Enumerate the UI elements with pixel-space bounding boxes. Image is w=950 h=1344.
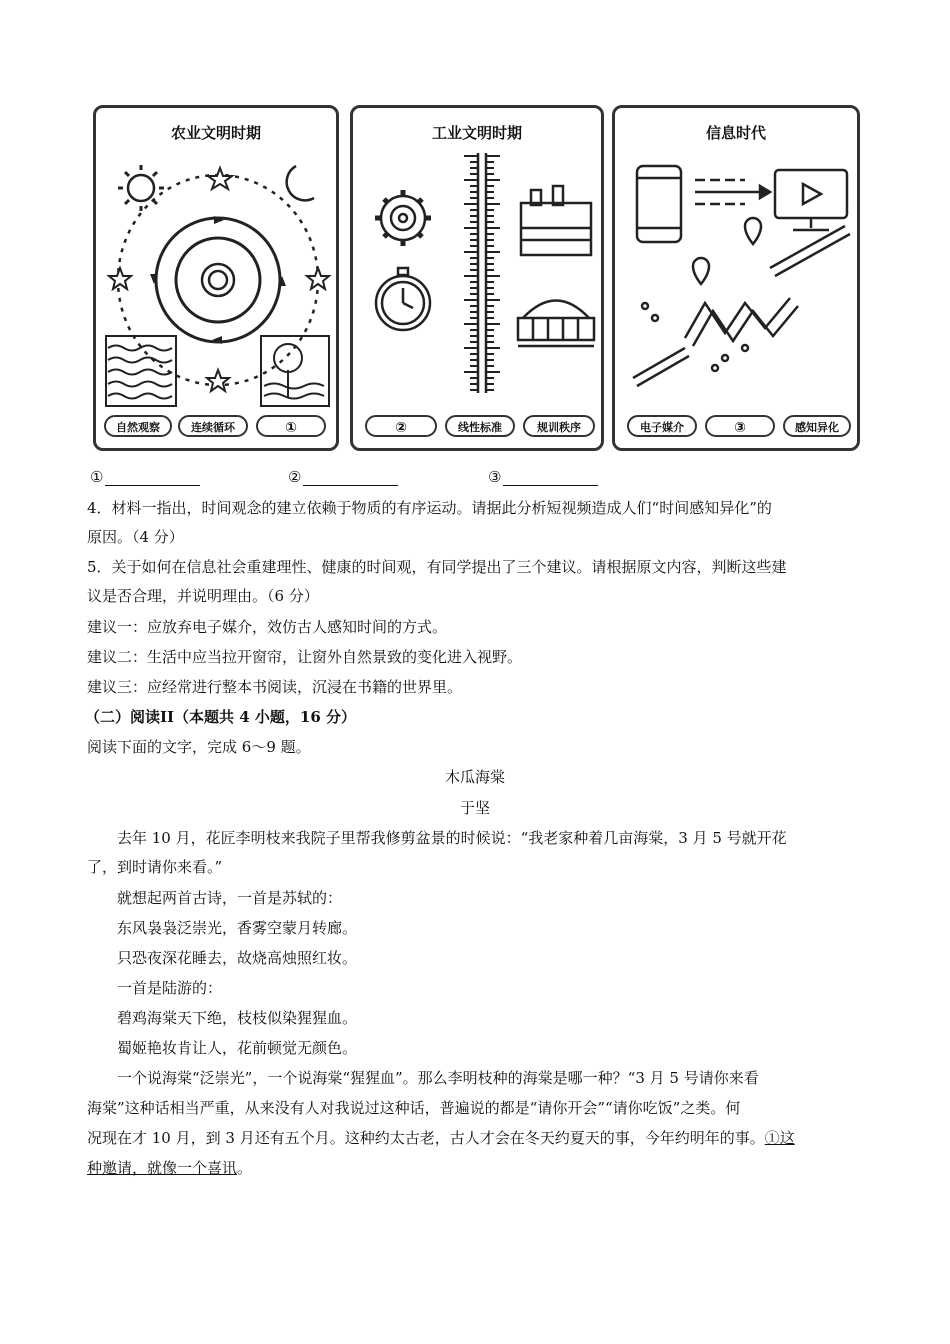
reading-instruction: 阅读下面的文字，完成 6～9 题。 — [87, 738, 311, 756]
poem-1-line-1: 东风袅袅泛崇光，香雾空蒙月转廊。 — [117, 919, 358, 937]
information-age-illustration — [615, 108, 863, 408]
paragraph-4b: 海棠”这种话相当严重，从来没有人对我说过这种话，普遍说的都是“请你开会”“请你吃饭”之类。何 — [87, 1099, 741, 1117]
industrial-illustration — [353, 108, 607, 408]
paragraph-1a: 去年 10 月，花匠李明枝来我院子里帮我修剪盆景的时候说：“我老家种着几亩海棠，3 月 5 号就开花 — [117, 829, 787, 847]
pill-blank-2: ② — [365, 415, 437, 437]
paragraph-2: 就想起两首古诗，一首是苏轼的： — [117, 889, 343, 907]
paragraph-4a: 一个说海棠“泛崇光”，一个说海棠“猩猩血”。那么李明枝种的海棠是哪一种？“3 月 5 号请你来看 — [117, 1069, 759, 1087]
panel-title: 农业文明时期 — [170, 124, 261, 142]
suggestion-3: 建议三：应经常进行整本书阅读，沉浸在书籍的世界里。 — [87, 678, 463, 696]
moon-icon — [287, 166, 314, 200]
suggestion-2: 建议二：生活中应当拉开窗帘，让窗外自然景致的变化进入视野。 — [87, 648, 523, 666]
blank-1[interactable]: ① — [90, 468, 200, 486]
marked-sentence: 种邀请，就像一个喜讯 — [87, 1159, 238, 1177]
question-4-line2: 原因。（4 分） — [87, 528, 184, 546]
paragraph-4c: 况现在才 10 月，到 3 月还有五个月。这种约太古老，古人才会在冬天约夏天的事，今年约明年的事。①这 — [87, 1129, 795, 1147]
pill-blank-3: ③ — [705, 415, 775, 437]
paragraph-4d: 种邀请，就像一个喜讯。 — [87, 1159, 253, 1177]
blank-2[interactable]: ② — [288, 468, 398, 486]
panel-industrial — [350, 105, 604, 451]
section-heading: （二）阅读II（本题共 4 小题，16 分） — [85, 708, 357, 726]
train-icon — [523, 301, 589, 319]
panel-title: 工业文明时期 — [431, 124, 522, 142]
poem-2-line-1: 碧鸡海棠天下绝，枝枝似染猩猩血。 — [117, 1009, 358, 1027]
paragraph-3: 一首是陆游的： — [117, 979, 223, 997]
pill-natural-observation: 自然观察 — [104, 415, 172, 437]
suggestion-1: 建议一：应放弃电子媒介，效仿古人感知时间的方式。 — [87, 618, 448, 636]
agriculture-cycle-illustration — [96, 108, 342, 408]
pill-blank-1: ① — [256, 415, 326, 437]
marked-sentence-start: ①这 — [764, 1129, 795, 1147]
monitor-icon — [775, 170, 847, 218]
article-author: 于坚 — [459, 799, 490, 817]
question-5-line1: 5．关于如何在信息社会重建理性、健康的时间观，有同学提出了三个建议。请根据原文内容，判断这些建 — [87, 558, 787, 576]
poem-1-line-2: 只恐夜深花睡去，故烧高烛照红妆。 — [117, 949, 358, 967]
pill-perception-alienation: 感知异化 — [783, 415, 851, 437]
blank-3[interactable]: ③ — [488, 468, 598, 486]
question-5-line2: 议是否合理，并说明理由。（6 分） — [87, 587, 319, 605]
pill-continuous-cycle: 连续循环 — [178, 415, 248, 437]
panel-information — [612, 105, 860, 451]
panel-agricultural — [93, 105, 339, 451]
poem-2-line-2: 蜀姬艳妆肯让人，花前顿觉无颜色。 — [117, 1039, 358, 1057]
pill-linear-standard: 线性标准 — [445, 415, 515, 437]
panel-title: 信息时代 — [705, 124, 766, 142]
paragraph-1b: 了，到时请你来看。” — [87, 858, 223, 876]
question-4-line1: 4．材料一指出，时间观念的建立依赖于物质的有序运动。请据此分析短视频造成人们“时间感知异化”的 — [87, 499, 772, 517]
map-pin-icon — [745, 218, 761, 244]
pill-electronic-media: 电子媒介 — [627, 415, 697, 437]
article-title: 木瓜海棠 — [444, 768, 505, 786]
pill-discipline-order: 规训秩序 — [523, 415, 595, 437]
sun-icon — [128, 175, 154, 201]
